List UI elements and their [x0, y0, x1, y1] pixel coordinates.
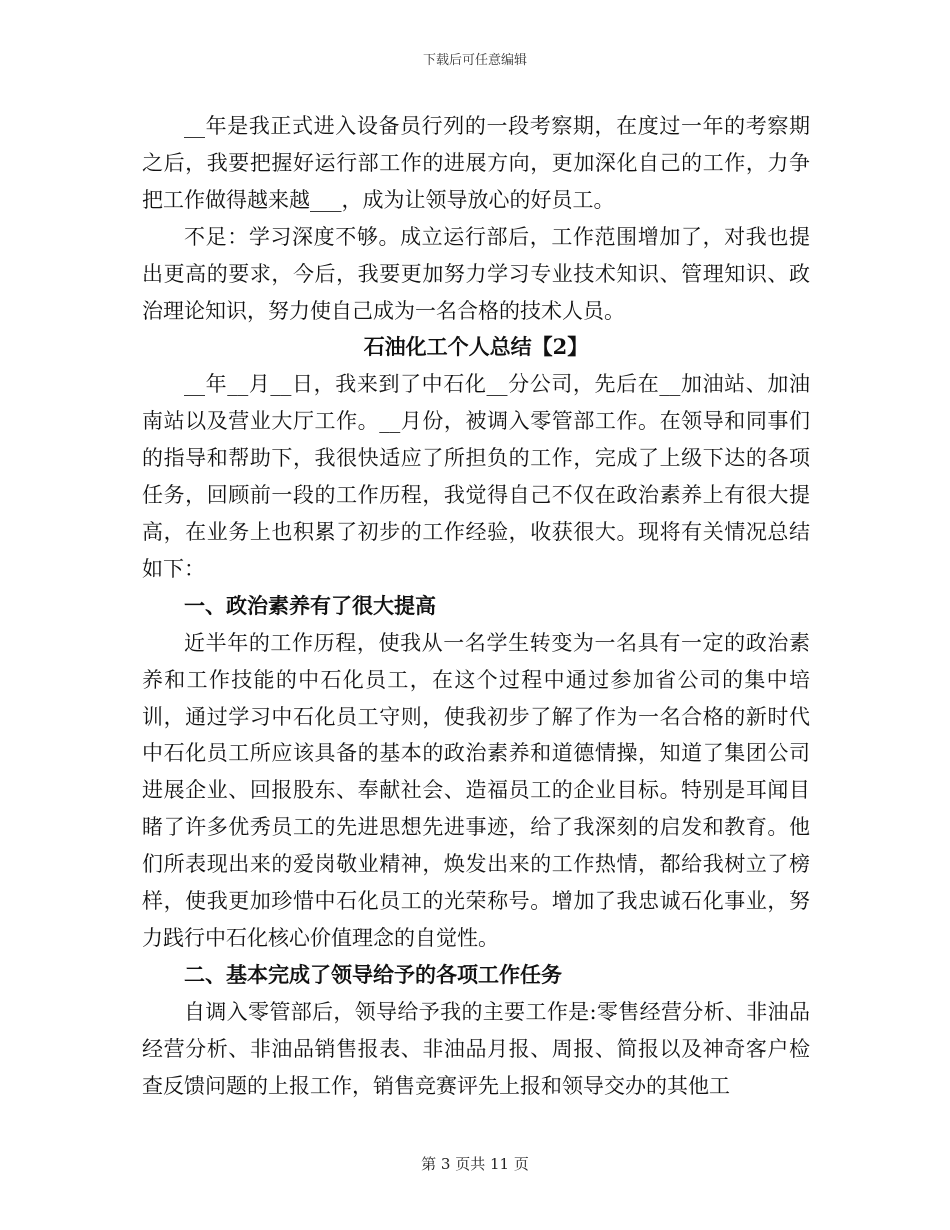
page-header-note: 下载后可任意编辑: [422, 53, 527, 68]
paragraph-3: __年__月__日，我来到了中石化__分公司，先后在__加油站、加油南站以及营业大厅工作。__月份，被调入零管部工作。在领导和同事们的指导和帮助下，我很快适应了所担负的工作，完成了上级下达的各项任务，回顾前一段的工作历程，我觉得自己不仅在政治素养上有很大提高，在业务上也积累了初步的工作经验，收获很大。现将有关情况总结如下：: [142, 372, 810, 581]
document-body: [142, 108, 810, 1104]
section-title: 石油化工个人总结【2】: [363, 334, 589, 360]
paragraph-5: 自调入零管部后，领导给予我的主要工作是:零售经营分析、非油品经营分析、非油品销售报表、非油品月报、周报、简报以及神奇客户检查反馈问题的上报工作，销售竞赛评先上报和领导交办的其他工: [142, 999, 810, 1098]
paragraph-4: 近半年的工作历程，使我从一名学生转变为一名具有一定的政治素养和工作技能的中石化员工，在这个过程中通过参加省公司的集中培训，通过学习中石化员工守则，使我初步了解了作为一名合格的新时代中石化员工所应该具备的基本的政治素养和道德情操，知道了集团公司进展企业、回报股东、奉献社会、造福员工的企业目标。特别是耳闻目睹了许多优秀员工的先进思想先进事迹，给了我深刻的启发和教育。他们所表现出来的爱岗敬业精神，焕发出来的工作热情，都给我树立了榜样，使我更加珍惜中石化员工的光荣称号。增加了我忠诚石化事业，努力践行中石化核心价值理念的自觉性。: [142, 630, 810, 950]
heading-politics: 一、政治素养有了很大提高: [184, 592, 436, 618]
paragraph-1: __年是我正式进入设备员行列的一段考察期，在度过一年的考察期之后，我要把握好运行部工作的进展方向，更加深化自己的工作，力争把工作做得越来越___，成为让领导放心的好员工。: [142, 114, 810, 212]
heading-tasks: 二、基本完成了领导给予的各项工作任务: [184, 961, 562, 987]
paragraph-2: 不足：学习深度不够。成立运行部后，工作范围增加了，对我也提出更高的要求，今后，我要更加努力学习专业技术知识、管理知识、政治理论知识，努力使自己成为一名合格的技术人员。: [142, 224, 810, 323]
page-number: 第 3 页共 11 页: [421, 1155, 529, 1173]
